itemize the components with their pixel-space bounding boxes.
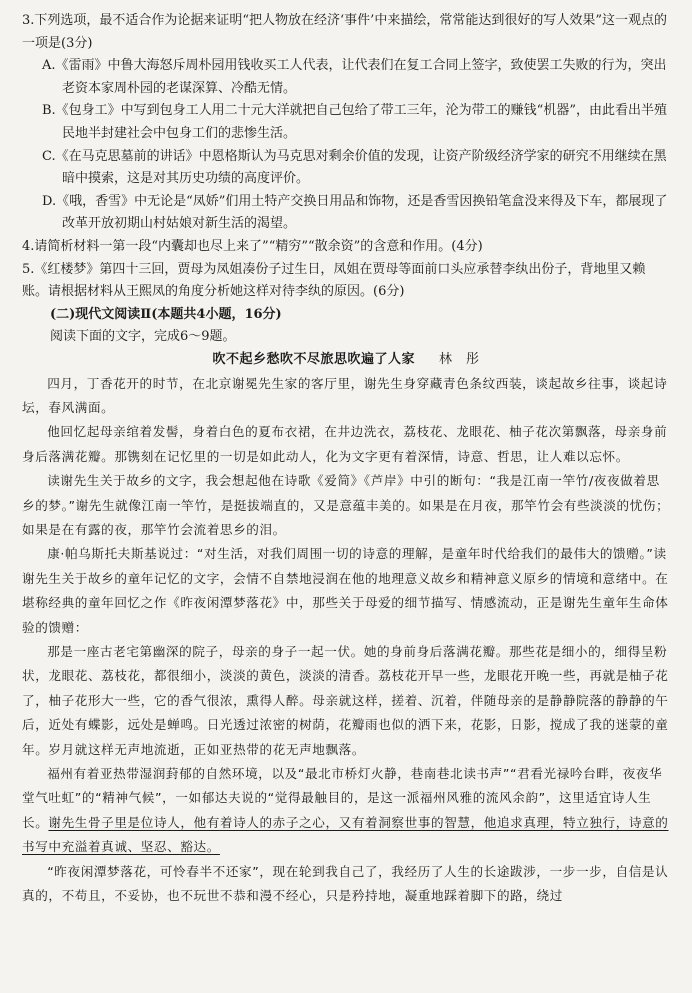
section-heading: (二)现代文阅读Ⅱ(本题共4小题，16分) [50,306,282,322]
underlined-sentence: 谢先生骨子里是位诗人，他有着诗人的赤子之心，又有着洞察世事的智慧，他追求真理，特立独行，诗意的书写中充溢着真诚、坚忍、豁达。 [22,814,669,855]
article-paragraph: 康·帕乌斯托夫斯基说过：“对生活，对我们周围一切的诗意的理解，是童年时代给我们的最伟大的馈赠。”读谢先生关于故乡的童年记忆的文字，会情不自禁地浸润在他的地理意义故乡和精神意义原乡的情境和意绪中。在堪称经典的童年回忆之作《昨夜闲潭梦落花》中，那些关于母爱的细节描写、情感流动，正是谢先生童年生命体验的馈赠： [22,546,669,635]
question-5: 5.《红楼梦》第四十三回，贾母为凤姐凑份子过生日，凤姐在贾母等面前口头应承替李纨出份子，背地里又赖账。请根据材料从王熙凤的角度分析她这样对待李纨的原因。(6分) [22,261,646,300]
question-3-option-d: D.《哦，香雪》中无论是“凤娇”们用土特产交换日用品和饰物，还是香雪因换铅笔盒没来得及下车，都展现了改革开放初期山村姑娘对新生活的渴望。 [42,193,668,232]
question-3-stem: 3.下列选项，最不适合作为论据来证明“把人物放在经济‘事件’中来描绘，常常能达到很好的写人效果”这一观点的一项是(3分) [22,13,667,51]
article-paragraph [22,762,670,860]
article-quote-paragraph: 那是一座古老宅第幽深的院子，母亲的身子一起一伏。她的身前身后落满花瓣。那些花是细小的，细得呈粉状，龙眼花、荔枝花，都很细小，淡淡的黄色，淡淡的清香。荔枝花开早一些，龙眼花开晚一些，再就是柚子花了，柚子花形大一些，它的香气很浓，熏得人醉。母亲就这样，搓着、沉着，伴随母亲的是静静院落的静静的午后，近处有蝶影，远处是蝉鸣。日光透过浓密的树荫，花瓣雨也似的洒下来，花影，日影，搅成了我的迷蒙的童年。岁月就这样无声地流逝，正如亚热带的花无声地飘落。 [22,643,669,757]
article-author: 林 彤 [439,351,480,367]
question-4: 4.请简析材料一第一段“内囊却也尽上来了”“精穷”“散余资”的含意和作用。(4分) [22,238,483,254]
article-title-line [22,349,670,372]
question-3-option-c: C.《在马克思墓前的讲话》中恩格斯认为马克思对剩余价值的发现，让资产阶级经济学家的研究不用继续在黑暗中摸索，这是对其历史功绩的高度评价。 [42,148,667,187]
article-paragraph: 读谢先生关于故乡的文字，我会想起他在诗歌《爱简》《芦岸》中引的断句：“我是江南一竿竹/夜夜做着思乡的梦。”谢先生就像江南一竿竹，是挺拔端直的，又是意蕴丰美的。如果是在月夜，那竿竹会有些淡淡的忧伤；如果是在有露的夜，那竿竹会流着思乡的泪。 [22,473,670,537]
article-title: 吹不起乡愁吹不尽旅思吹遍了人家 [212,351,415,367]
article-paragraph: “昨夜闲潭梦落花，可怜春半不还家”，现在轮到我自己了，我经历了人生的长途跋涉，一步一步，自信是认真的，不苟且，不妥协，也不玩世不恭和漫不经心，只是矜持地，凝重地踩着脚下的路，绕过 [22,863,669,904]
article-paragraph: 他回忆起母亲绾着发髻，身着白色的夏布衣裙，在井边洗衣，荔枝花、龙眼花、柚子花次第飘落，母亲身前身后落满花瓣。那镌刻在记忆里的一切是如此动人，化为文字更有着深情，诗意、哲思，让人难以忘怀。 [22,424,668,464]
article-paragraph: 四月，丁香花开的时节，在北京谢冕先生家的客厅里，谢先生身穿藏青色条纹西装，谈起故乡往事，谈起诗坛，春风满面。 [22,375,668,415]
article-paragraph-text: 福州有着亚热带湿润葑郁的自然环境，以及“最北市桥灯火静，巷南巷北读书声”“君看光禄吟台畔，夜夜华堂气吐虹”的“精神气候”，一如郁达夫说的“觉得最触目的，是这一派福州风雅的流风余韵”，这里适宜诗人生长。 [22,766,663,830]
question-3-option-b: B.《包身工》中写到包身工人用二十元大洋就把自己包给了带工三年，沦为带工的赚钱“机器”，由此看出半殖民地半封建社会中包身工们的悲惨生活。 [42,103,667,141]
question-3-option-a: A.《雷雨》中鲁大海怒斥周朴园用钱收买工人代表，让代表们在复工合同上签字，致使罢工失败的行为，突出老资本家周朴园的老谋深算、冷酷无情。 [42,58,667,96]
section-instruction: 阅读下面的文字，完成6～9题。 [50,329,236,345]
